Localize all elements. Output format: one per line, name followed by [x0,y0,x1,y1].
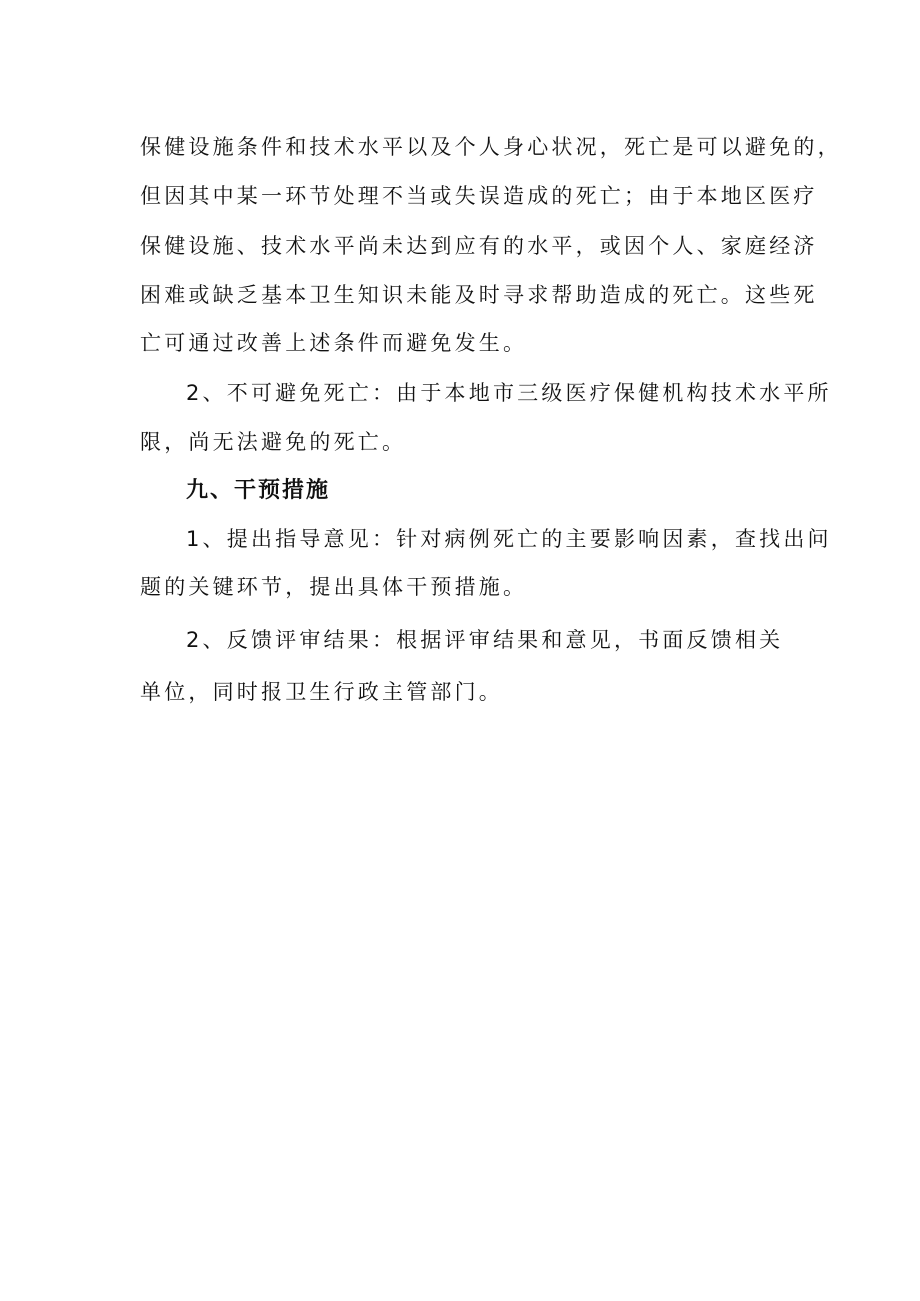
paragraph-line: 但因其中某一环节处理不当或失误造成的死亡；由于本地区医疗 [140,184,818,208]
paragraph-line: 困难或缺乏基本卫生知识未能及时寻求帮助造成的死亡。这些死 [140,283,818,307]
item-guidance-line: 题的关键环节，提出具体干预措施。 [140,575,528,599]
item-unavoidable-line: 2、不可避免死亡：由于本地市三级医疗保健机构技术水平所 [186,381,832,405]
paragraph-line: 保健设施、技术水平尚未达到应有的水平，或因个人、家庭经济 [140,234,818,258]
item-feedback-line: 单位，同时报卫生行政主管部门。 [140,680,503,704]
paragraph-line: 亡可通过改善上述条件而避免发生。 [140,331,528,355]
item-guidance-line: 1、提出指导意见：针对病例死亡的主要影响因素，查找出问 [186,527,832,551]
item-unavoidable-line: 限，尚无法避免的死亡。 [140,430,407,454]
paragraph-line: 保健设施条件和技术水平以及个人身心状况，死亡是可以避免的， [140,135,842,159]
section-heading: 九、干预措施 [186,478,331,503]
item-feedback-line: 2、反馈评审结果：根据评审结果和意见，书面反馈相关 [186,628,784,652]
